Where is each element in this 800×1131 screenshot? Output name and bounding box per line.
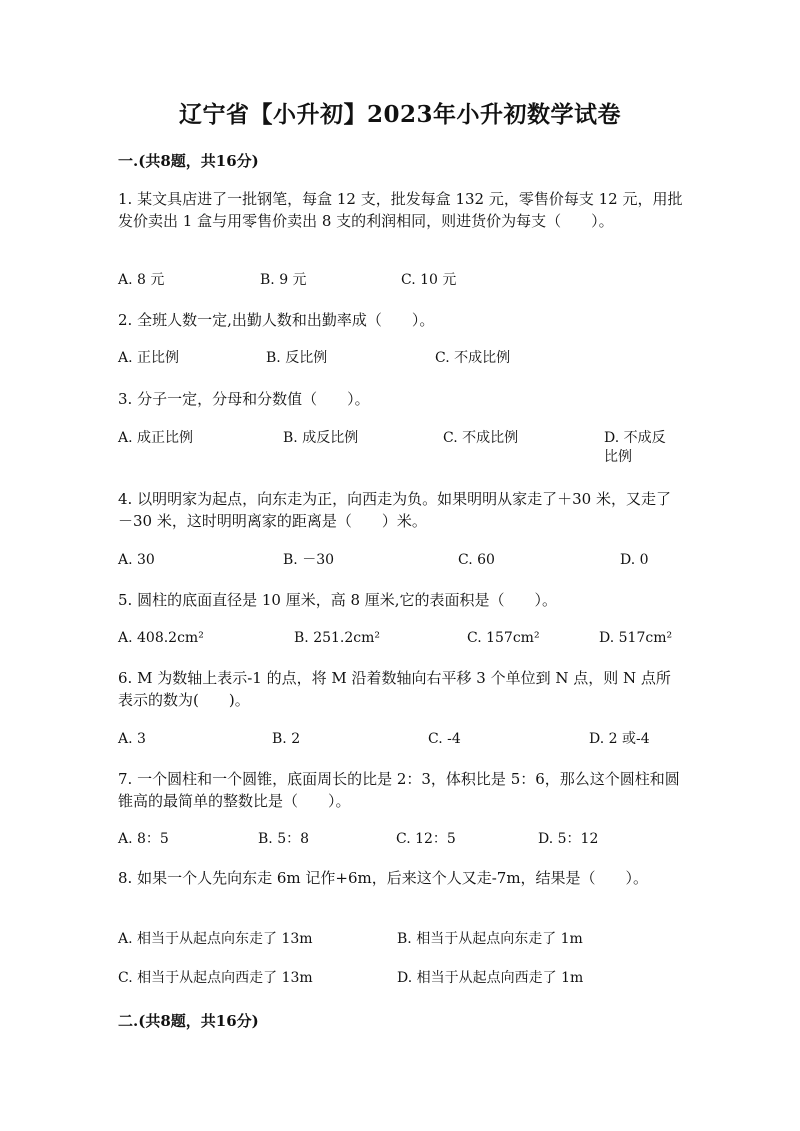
q3-option-a: A. 成正比例 (118, 430, 194, 446)
q1-option-a: A. 8 元 (118, 272, 165, 288)
section-heading-2: 二.(共8题，共16分) (118, 1012, 259, 1030)
q6-option-d: D. 2 或-4 (589, 731, 650, 747)
question-2: 2. 全班人数一定,出勤人数和出勤率成（ ）。 (118, 311, 435, 329)
q1-option-b: B. 9 元 (260, 272, 307, 288)
q7-option-c: C. 12：5 (396, 831, 456, 847)
q8-option-c: C. 相当于从起点向西走了 13m (118, 970, 313, 986)
q7-option-d: D. 5：12 (538, 831, 599, 847)
q4-option-c: C. 60 (458, 552, 495, 568)
section-heading-1: 一.(共8题，共16分) (118, 152, 259, 170)
q2-option-b: B. 反比例 (266, 350, 328, 366)
question-7: 7. 一个圆柱和一个圆锥，底面周长的比是 2：3，体积比是 5：6，那么这个圆柱和圆锥高的最简单的整数比是（ ）。 (118, 770, 680, 810)
q4-option-d: D. 0 (620, 552, 649, 568)
q2-option-c: C. 不成比例 (435, 350, 511, 366)
q8-option-d: D. 相当于从起点向西走了 1m (397, 970, 584, 986)
page-title: 辽宁省【小升初】2023年小升初数学试卷 (178, 101, 621, 128)
q1-option-c: C. 10 元 (401, 272, 457, 288)
q7-option-b: B. 5：8 (258, 831, 310, 847)
q5-option-b: B. 251.2cm² (294, 630, 380, 646)
q6-option-c: C. -4 (428, 731, 461, 747)
q4-option-b: B. －30 (283, 552, 335, 568)
question-6: 6. M 为数轴上表示-1 的点，将 M 沿着数轴向右平移 3 个单位到 N 点，则 N 点所表示的数为( )。 (118, 669, 671, 709)
q5-option-d: D. 517cm² (599, 630, 673, 646)
q5-option-c: C. 157cm² (467, 630, 540, 646)
question-3: 3. 分子一定，分母和分数值（ ）。 (118, 390, 370, 408)
q6-option-b: B. 2 (272, 731, 301, 747)
q8-option-b: B. 相当于从起点向东走了 1m (397, 931, 583, 947)
question-5: 5. 圆柱的底面直径是 10 厘米，高 8 厘米,它的表面积是（ ）。 (118, 591, 558, 609)
question-1: 1. 某文具店进了一批钢笔，每盒 12 支，批发每盒 132 元，零售价每支 12 元，用批发价卖出 1 盒与用零售价卖出 8 支的利润相同，则进货价为每支（ ）。 (118, 190, 683, 230)
q6-option-a: A. 3 (118, 731, 146, 747)
q7-option-a: A. 8：5 (118, 831, 169, 847)
q4-option-a: A. 30 (118, 552, 155, 568)
question-4: 4. 以明明家为起点，向东走为正，向西走为负。如果明明从家走了＋30 米，又走了－30 米，这时明明离家的距离是（ ）米。 (118, 490, 671, 530)
q5-option-a: A. 408.2cm² (118, 630, 204, 646)
q2-option-a: A. 正比例 (118, 350, 180, 366)
q8-option-a: A. 相当于从起点向东走了 13m (118, 931, 313, 947)
q3-option-d: D. 不成反比例 (604, 430, 666, 465)
q3-option-c: C. 不成比例 (443, 430, 519, 446)
q3-option-b: B. 成反比例 (283, 430, 359, 446)
question-8: 8. 如果一个人先向东走 6m 记作+6m，后来这个人又走-7m，结果是（ ）。 (118, 869, 649, 887)
